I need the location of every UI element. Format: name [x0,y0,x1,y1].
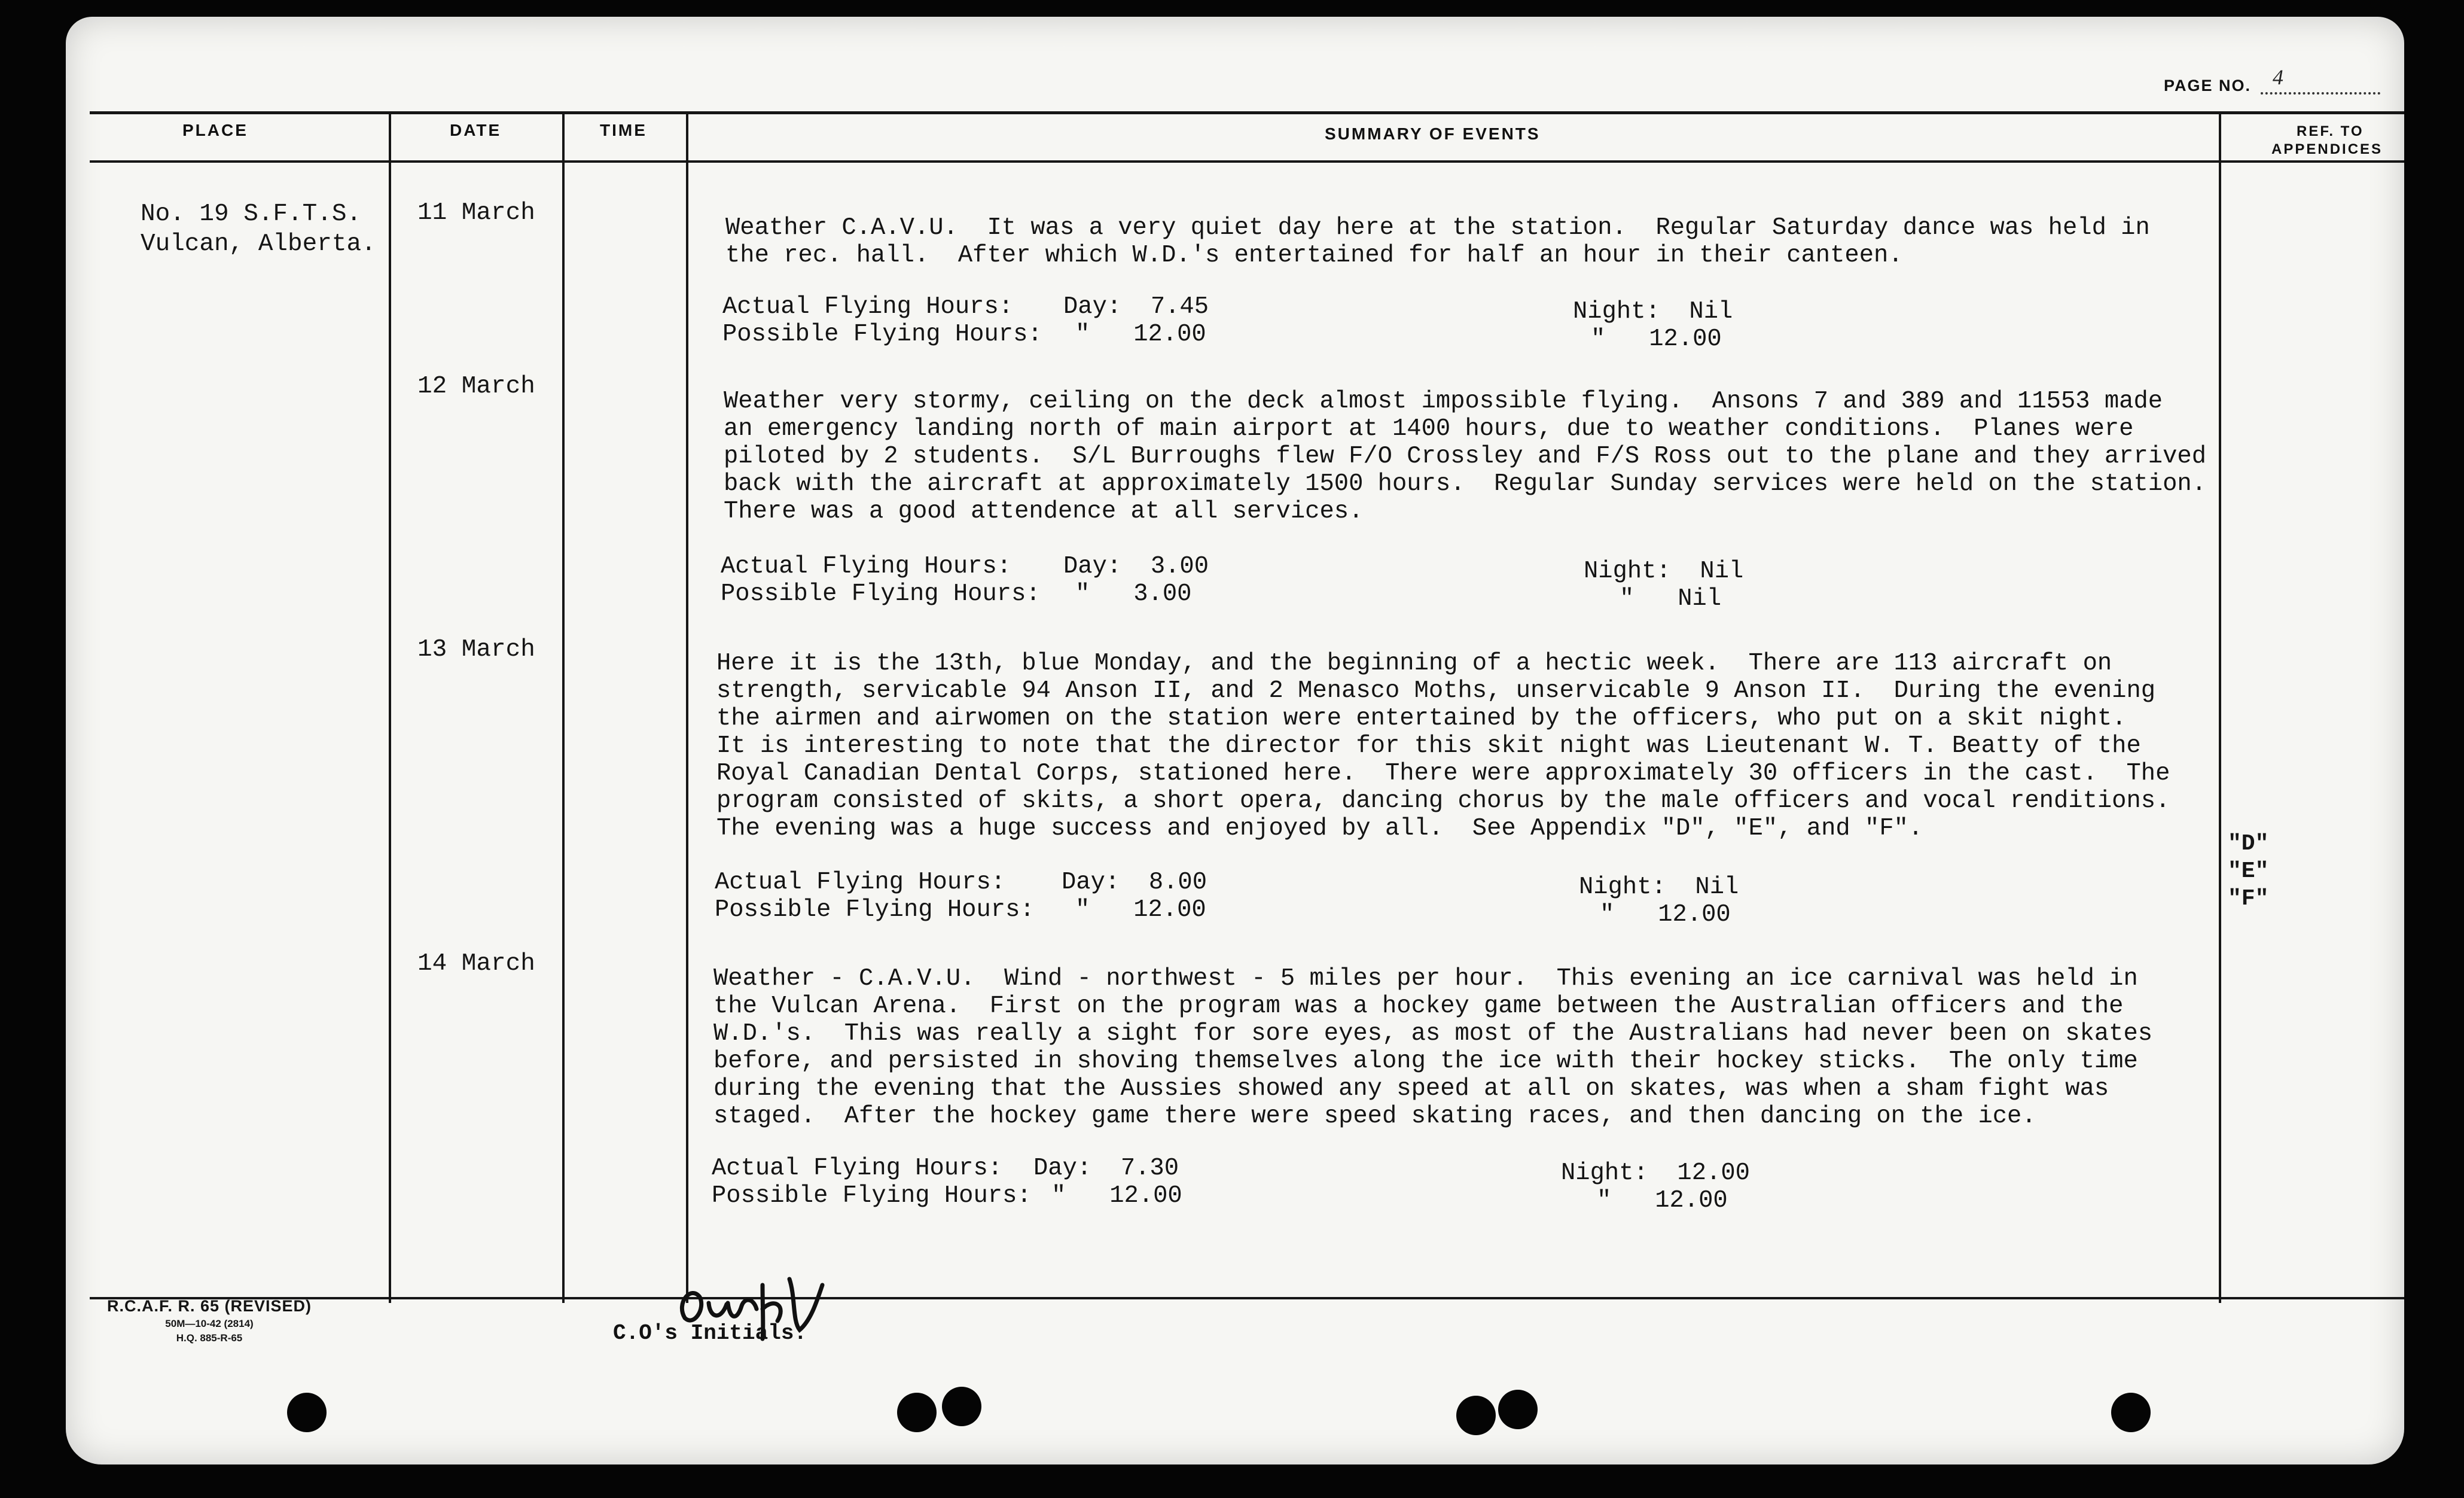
form-hq-ref: H.Q. 885-R-65 [176,1332,243,1344]
punch-hole [1498,1390,1538,1429]
log-page [66,17,2404,1464]
col-header-time: TIME [600,121,647,139]
possible-hours-label: Possible Flying Hours: [715,896,1035,924]
actual-hours-label: Actual Flying Hours: [722,293,1014,321]
summary-entry: Weather C.A.V.U. It was a very quiet day here at the station. Regular Saturday dance was held in the rec. hall. After which W.D.'s entertained for half an hour in their canteen. [725,214,2150,269]
possible-hours-label: Possible Flying Hours: [721,580,1041,608]
summary-entry: Here it is the 13th, blue Monday, and the beginning of a hectic week. There are 113 aircraft on strength, servicable 94 Anson II, and 2 Menasco Moths, unservicable 9 Anson II. During the evening the airmen and airwomen on the station were entertained by the officers, who put on a skit night. It is interesting to note that the director for this skit night was Lieutenant W. T. Beatty of the Royal Canadian Dental Corps, stationed here. There were approximately 30 officers in the cast. The program consisted of skits, a short opera, dancing chorus by the male officers and vocal renditions. The evening was a huge success and enjoyed by all. See Appendix "D", "E", and "F". [716,650,2170,842]
punch-hole [942,1387,981,1426]
divider-date-time [562,112,565,1303]
possible-hours-night: " 12.00 [1591,325,1722,353]
form-identifier [66,1297,353,1344]
actual-hours-day: Day: 7.30 [1033,1155,1179,1182]
co-initials-label: C.O's Initials. [613,1321,807,1345]
actual-hours-label: Actual Flying Hours: [715,869,1006,896]
punch-hole [2111,1393,2151,1432]
divider-time-summary [686,112,688,1303]
form-id: R.C.A.F. R. 65 (REVISED) [106,1297,312,1315]
possible-hours-label: Possible Flying Hours: [722,321,1042,348]
col-header-ref-1: REF. TO [2297,123,2364,139]
divider-summary-ref [2219,112,2221,1303]
possible-hours-day: " 12.00 [1051,1182,1182,1210]
possible-hours-night: " 12.00 [1600,901,1731,928]
header-top-rule [90,111,2404,114]
appendix-refs: "D" "E" "F" [2228,831,2269,912]
col-header-place: PLACE [182,121,248,139]
place-cell: No. 19 S.F.T.S. Vulcan, Alberta. [141,200,376,258]
summary-entry: Weather - C.A.V.U. Wind - northwest - 5 miles per hour. This evening an ice carnival was held in the Vulcan Arena. First on the program was a hockey game between the Australian officers and the W.D.'s. This was really a sight for sore eyes, as most of the Australians had never been on skates before, and persisted in shoving themselves along the ice with their hockey sticks. The only time during the evening that the Aussies showed any speed at all on skates, was when a sham fight was staged. After the hockey game there were speed skating races, and then dancing on the ice. [713,965,2153,1130]
page-no-value: 4 [2273,65,2283,89]
date-cell: 13 March [417,636,535,663]
actual-hours-night: Night: Nil [1584,558,1744,585]
actual-hours-night: Night: Nil [1573,298,1733,325]
actual-hours-night: Night: Nil [1579,873,1739,901]
punch-hole [897,1393,937,1432]
possible-hours-night: " Nil [1620,585,1722,613]
actual-hours-night: Night: 12.00 [1561,1159,1750,1187]
divider-place-date [389,112,391,1303]
date-cell: 11 March [417,199,535,227]
footer-rule [90,1297,2404,1299]
actual-hours-label: Actual Flying Hours: [712,1155,1003,1182]
possible-hours-night: " 12.00 [1597,1187,1728,1214]
summary-entry: Weather very stormy, ceiling on the deck almost impossible flying. Ansons 7 and 389 and 11553 made an emergency landing north of main airport at 1400 hours, due to weather conditions. Planes were piloted by 2 students. S/L Burroughs flew F/O Crossley and F/S Ross out to the plane and they arrived back with the aircraft at approximately 1500 hours. Regular Sunday services were held on the station. There was a good attendence at all services. [724,388,2207,525]
actual-hours-day: Day: 3.00 [1063,553,1209,580]
possible-hours-day: " 12.00 [1075,896,1206,924]
actual-hours-day: Day: 8.00 [1062,869,1207,896]
col-header-summary: SUMMARY OF EVENTS [1325,124,1541,143]
punch-hole [1456,1396,1496,1435]
col-header-ref-2: APPENDICES [2271,141,2383,157]
actual-hours-label: Actual Flying Hours: [721,553,1012,580]
date-cell: 12 March [417,373,535,400]
possible-hours-day: " 3.00 [1075,580,1192,608]
punch-hole [287,1393,327,1432]
col-header-date: DATE [450,121,502,139]
page-no-label: PAGE NO. [2164,77,2252,95]
header-bottom-rule [90,160,2404,163]
actual-hours-day: Day: 7.45 [1063,293,1209,321]
form-print-run: 50M—10-42 (2814) [165,1318,254,1329]
possible-hours-label: Possible Flying Hours: [712,1182,1032,1210]
date-cell: 14 March [417,950,535,978]
possible-hours-day: " 12.00 [1075,321,1206,348]
page-no-underline [2261,92,2380,95]
